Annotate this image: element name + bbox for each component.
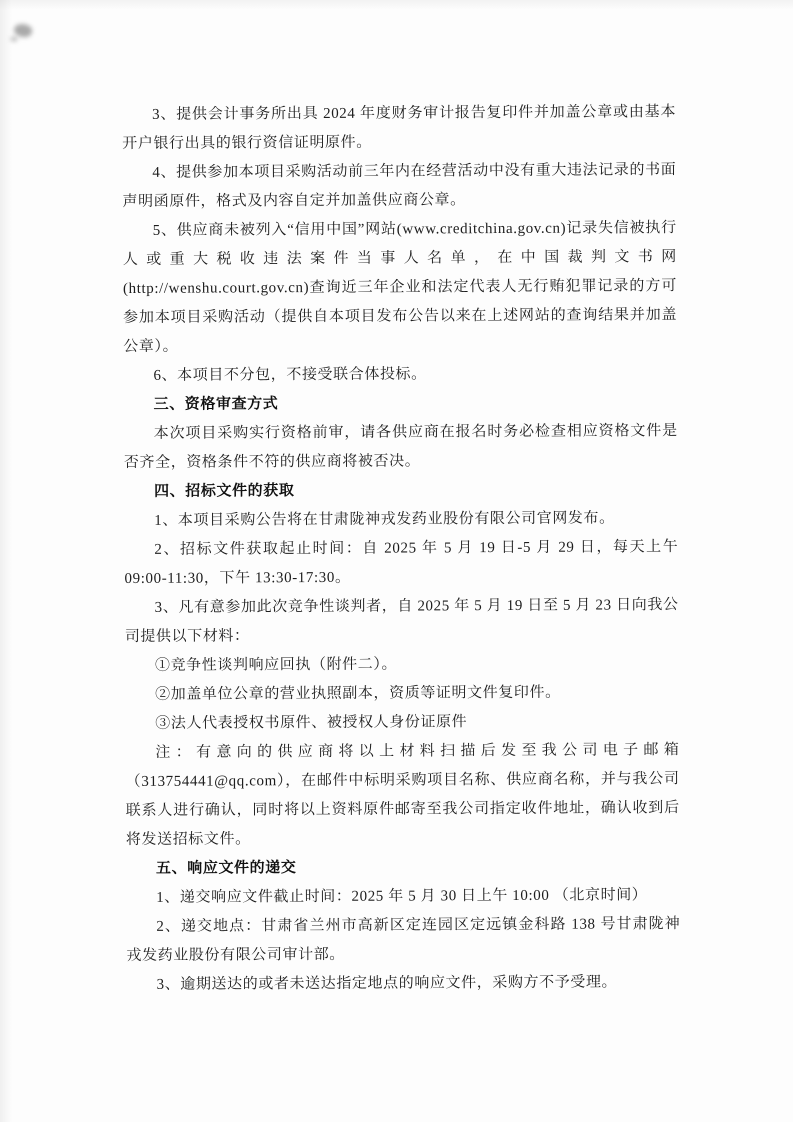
paragraph-submission-deadline: 1、递交响应文件截止时间：2025 年 5 月 30 日上午 10:00 （北京时间）	[156, 887, 648, 906]
paragraph-declaration-letter: 4、提供参加本项目采购活动前三年内在经营活动中没有重大违法记录的书面声明函原件，格式及内容自定并加盖供应商公章。	[122, 162, 677, 210]
scan-smudge-small	[10, 36, 18, 42]
section-heading-submission: 五、响应文件的递交	[155, 860, 297, 877]
paragraph-materials-intro: 3、凡有意参加此次竞争性谈判者，自 2025 年 5 月 19 日至 5 月 23 日向我公司提供以下材料：	[124, 597, 679, 645]
scan-edge-shading-top	[0, 0, 793, 10]
list-item-business-license: ②加盖单位公章的营业执照副本，资质等证明文件复印件。	[155, 684, 561, 703]
section-heading-qualification-review: 三、资格审查方式	[153, 396, 279, 413]
list-item-authorization: ③法人代表授权书原件、被授权人身份证原件	[155, 714, 468, 732]
section-heading-obtain-documents: 四、招标文件的获取	[154, 483, 295, 500]
paragraph-late-delivery: 3、逾期送达的或者未送达指定地点的响应文件，采购方不予受理。	[156, 974, 618, 993]
paragraph-no-subcontract: 6、本项目不分包，不接受联合体投标。	[153, 366, 427, 384]
paragraph-qualification-review-body: 本次项目采购实行资格前审，请各供应商在报名时务必检查相应资格文件是否齐全，资格条件不符的供应商将被否决。	[123, 423, 678, 471]
list-item-response-receipt: ①竞争性谈判响应回执（附件二）。	[154, 656, 398, 674]
paragraph-audit-report: 3、提供会计事务所出具 2024 年度财务审计报告复印件并加盖公章或由基本开户银行出具的银行资信证明原件。	[122, 104, 677, 152]
paragraph-note-email: 注：有意向的供应商将以上材料扫描后发至我公司电子邮箱（313754441@qq.com），在邮件中标明采购项目名称、供应商名称，并与我公司联系人进行确认，同时将以上资料原件邮寄至我公司指定收件地址，确认收到后将发送招标文件。	[125, 742, 680, 848]
document-body	[122, 98, 681, 1000]
paragraph-announcement-site: 1、本项目采购公告将在甘肃陇神戎发药业股份有限公司官网发布。	[154, 510, 615, 529]
scan-edge-shading-left	[0, 0, 12, 1122]
paragraph-submission-address: 2、递交地点：甘肃省兰州市高新区定连园区定远镇金科路 138 号甘肃陇神戎发药业股份有限公司审计部。	[126, 916, 681, 964]
paragraph-credit-china: 5、供应商未被列入“信用中国”网站(www.creditchina.gov.cn)记录失信被执行人或重大税收违法案件当事人名单，在中国裁判文书网(http://wenshu.court.gov.cn)查询近三年企业和法定代表人无行贿犯罪记录的方可参加本项目采购活动（提供自本项目发布公告以来在上述网站的查询结果并加盖公章）。	[122, 220, 678, 355]
paragraph-obtain-time: 2、招标文件获取起止时间：自 2025 年 5 月 19 日-5 月 29 日，每天上午 09:00-11:30，下午 13:30-17:30。	[124, 539, 679, 587]
